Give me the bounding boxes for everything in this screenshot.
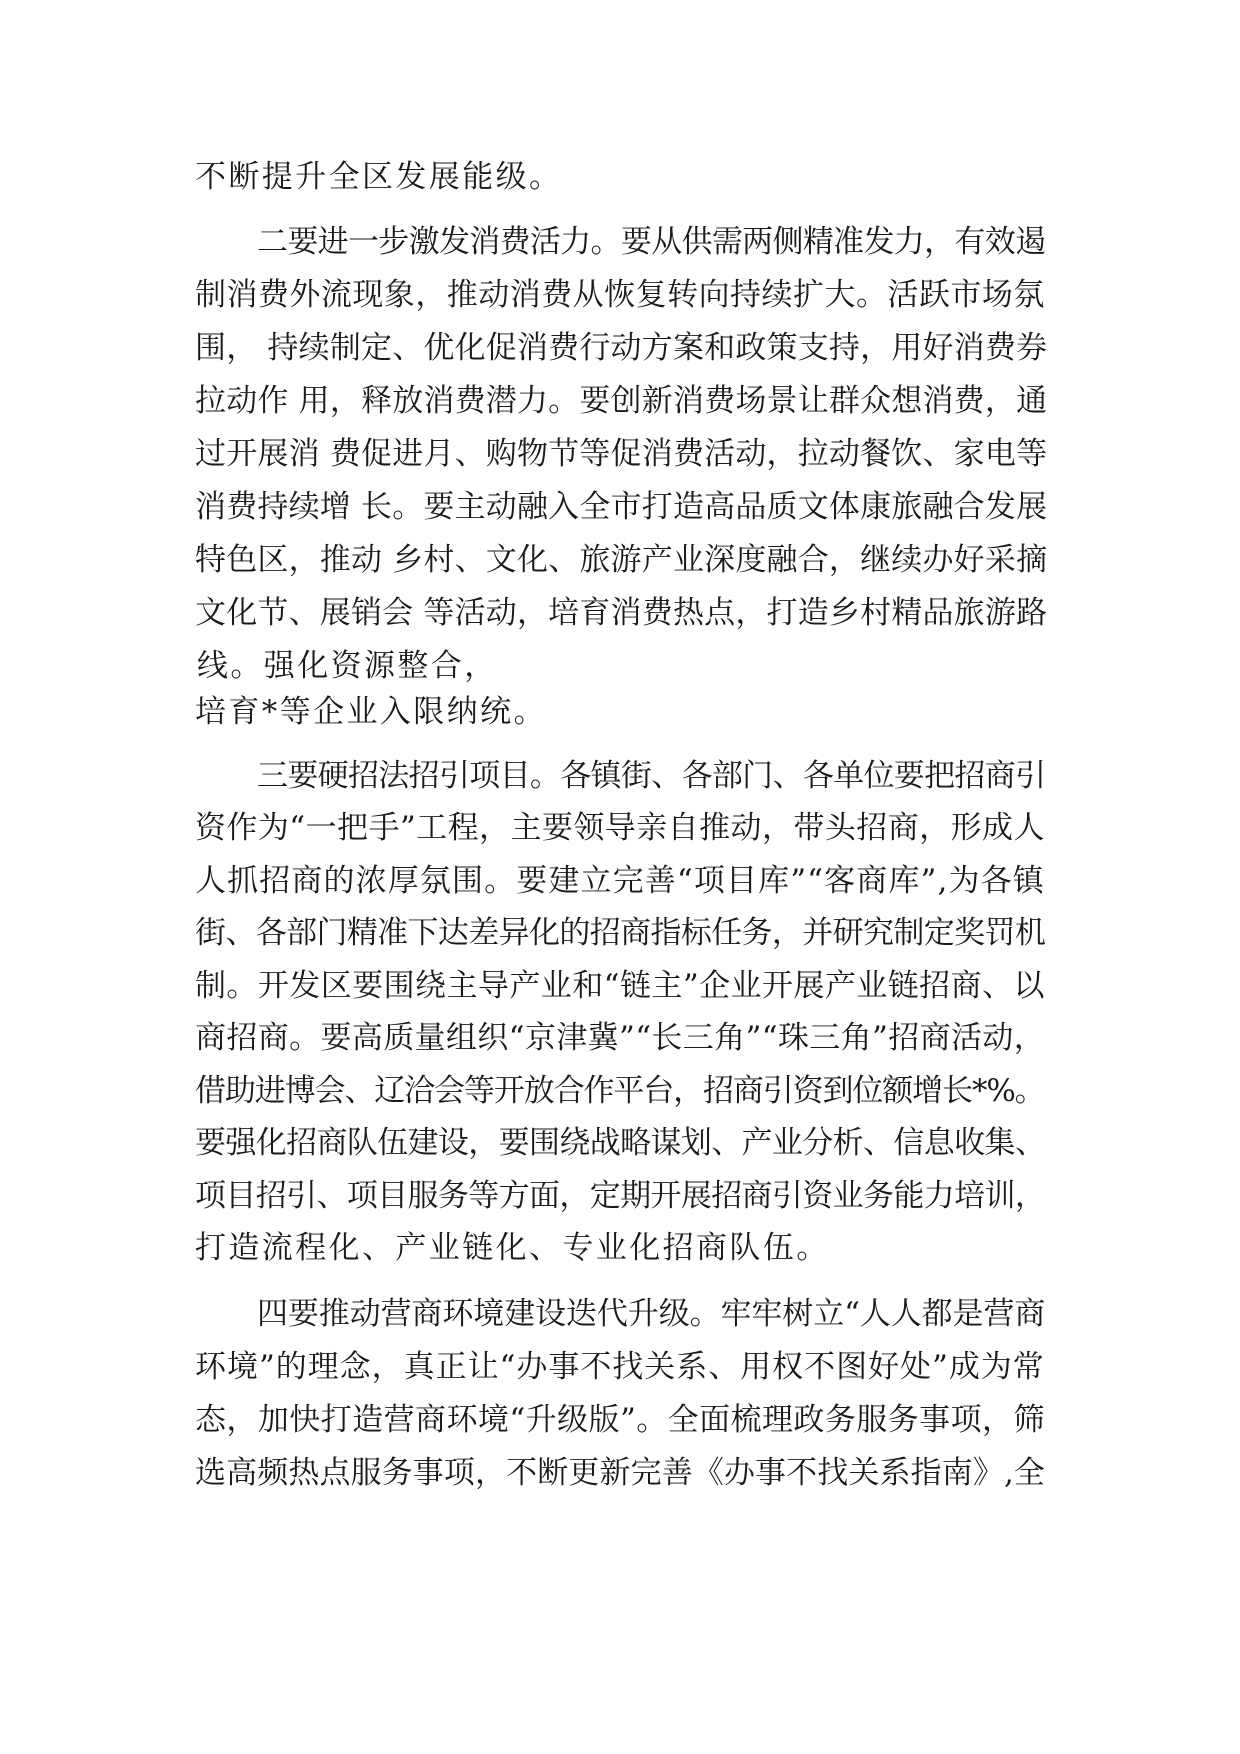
text-line: 培育*等企业入限纳统。 [195,694,547,730]
text-line: 项目招引、项目服务等方面，定期开展招商引资业务能力培训， [195,1178,1046,1214]
text-line: 不断提升全区发展能级。 [195,159,563,195]
text-line: 人抓招商的浓厚氛围。要建立完善“项目库”“客商库”,为各镇 [195,863,1045,899]
text-line: 态，加快打造营商环境“升级版”。全面梳理政务服务事项，筛 [195,1402,1045,1438]
text-line: 拉动作 用，释放消费潜力。要创新消费场景让群众想消费，通 [195,383,1048,419]
text-line: 选高频热点服务事项，不断更新完善《办事不找关系指南》,全 [195,1455,1046,1491]
text-line: 制。开发区要围绕主导产业和“链主”企业开展产业链招商、以 [195,968,1045,1004]
text-line: 环境”的理念，真正让“办事不找关系、用权不图好处”成为常 [195,1349,1045,1385]
text-line: 文化节、展销会 等活动，培育消费热点，打造乡村精品旅游路 [195,595,1048,631]
text-line: 过开展消 费促进月、购物节等促消费活动，拉动餐饮、家电等 [195,436,1048,472]
text-line: 要强化招商队伍建设，要围绕战略谋划、产业分析、信息收集、 [195,1125,1046,1161]
paragraph-first-line: 二要进一步激发消费活力。要从供需两侧精准发力，有效遏 [257,224,1046,260]
text-line: 打造流程化、产业链化、专业化招商队伍。 [195,1230,830,1266]
paragraph-first-line: 三要硬招法招引项目。各镇街、各部门、各单位要把招商引 [257,758,1046,794]
text-line: 制消费外流现象，推动消费从恢复转向持续扩大。活跃市场氛 [195,277,1045,313]
text-line: 消费持续增 长。要主动融入全市打造高品质文体康旅融合发展 [195,489,1048,525]
text-line: 商招商。要高质量组织“京津冀”“长三角”“珠三角”招商活动， [195,1020,1046,1056]
text-line: 围， 持续制定、优化促消费行动方案和政策支持，用好消费券 [195,330,1048,366]
text-line: 街、各部门精准下达差异化的招商指标任务，并研究制定奖罚机 [195,915,1046,951]
text-line: 特色区，推动 乡村、文化、旅游产业深度融合，继续办好采摘 [195,542,1048,578]
text-line: 借助进博会、辽洽会等开放合作平台，招商引资到位额增长*%。 [195,1073,1045,1109]
paragraph-first-line: 四要推动营商环境建设迭代升级。牢牢树立“人人都是营商 [257,1296,1046,1332]
text-line: 资作为“一把手”工程，主要领导亲自推动，带头招商，形成人 [195,810,1045,846]
text-line: 线。强化资源整合， [197,648,498,684]
